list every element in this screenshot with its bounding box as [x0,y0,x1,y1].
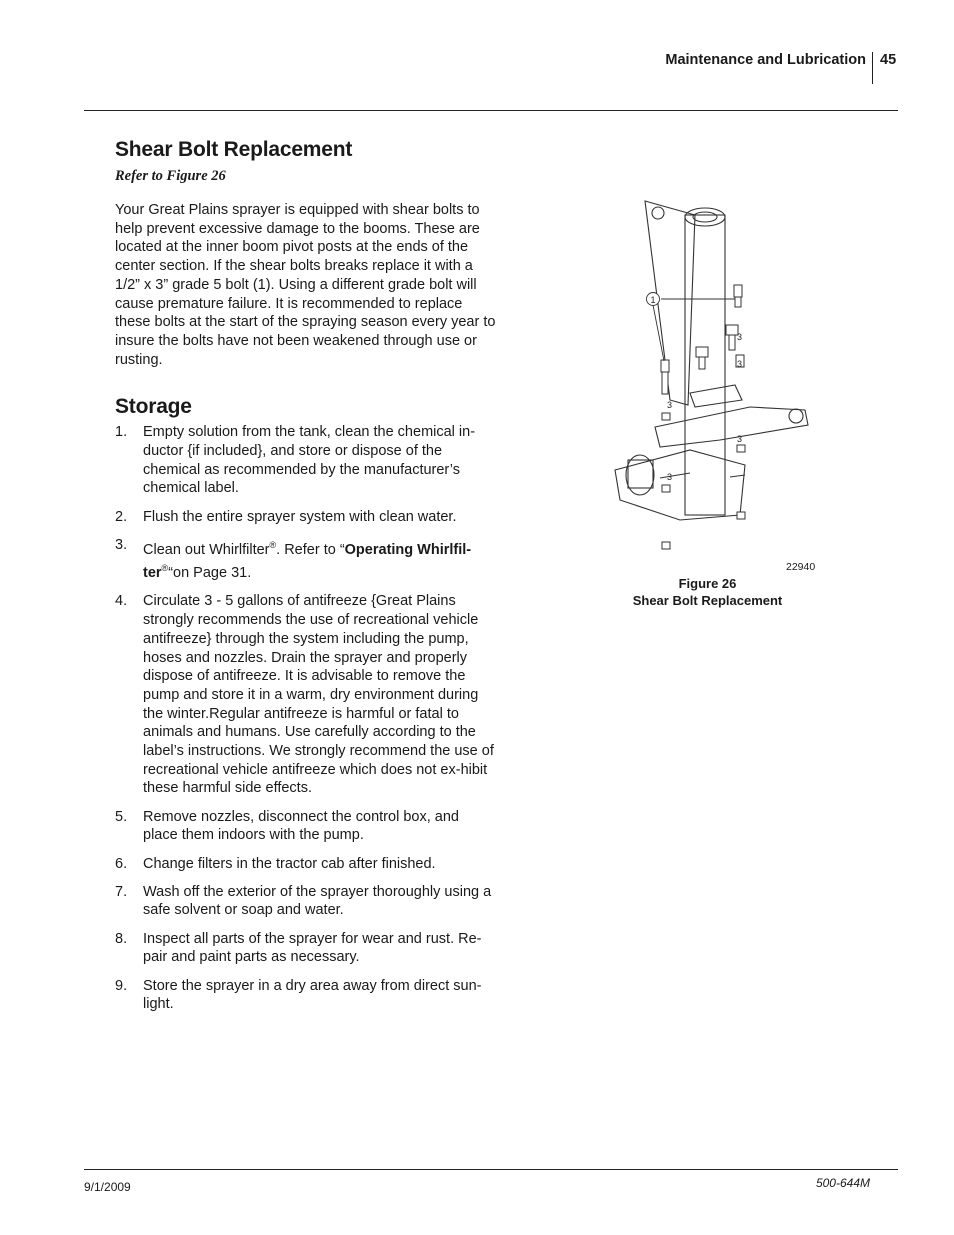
step-number: 1. [115,424,128,441]
footer-doc-number: 500-644M [815,1176,870,1190]
step-number: 8. [115,930,128,947]
main-column [115,138,497,1023]
step-text: Empty solution from the tank, clean the chemical in-ductor {if included}, and store or dispose of the chemical as recommended by the manufacturer’s chemical label. [143,424,476,497]
step-number: 3. [115,536,128,553]
storage-heading: Storage [115,395,192,419]
bolt-label: 3 [667,400,673,410]
nut [662,413,670,420]
step-text: Change filters in the tractor cab after finished. [143,855,436,872]
pivot-arm [690,385,742,407]
step-text: Inspect all parts of the sprayer for wear and rust. Re-pair and paint parts as necessary. [143,930,482,966]
storage-step [115,930,497,967]
nut [737,512,745,519]
shear-bolt-figure [600,195,830,575]
nut [737,445,745,452]
step-number: 4. [115,593,128,610]
step-number: 7. [115,883,128,900]
bolt [696,347,708,357]
nut [662,542,670,549]
nut [662,485,670,492]
step-number: 5. [115,808,128,825]
registered-mark: ® [161,563,169,574]
figure-caption-title: Shear Bolt Replacement [632,593,783,608]
bolt-label: 3 [737,332,743,342]
bolt [661,360,669,372]
figure-reference: Refer to Figure 26 [115,168,226,184]
storage-step [115,808,497,845]
footer-rule [84,1169,898,1170]
step-text-mid: . Refer to “ [276,541,345,558]
header-divider [872,52,873,84]
storage-step [115,977,497,1014]
figure-caption [600,575,815,609]
step-number: 2. [115,508,128,525]
callout-leader [653,305,664,361]
figure-part-number: 22940 [786,561,816,573]
bolt-label: 3 [737,434,743,444]
upper-bracket [655,407,808,447]
storage-steps [115,423,497,1014]
storage-step [115,536,497,583]
storage-step [115,423,497,498]
storage-step [115,508,497,527]
shear-bolt-heading: Shear Bolt Replacement [115,138,353,161]
page-header [0,50,954,90]
storage-step [115,592,497,798]
bolt-label: 3 [667,472,673,482]
step-number: 6. [115,855,128,872]
step-text: Wash off the exterior of the sprayer thoroughly using a safe solvent or soap and water. [143,883,492,919]
storage-step [115,855,497,874]
step-text-post: “on Page 31. [168,565,252,582]
step-text: Flush the entire sprayer system with clean water. [143,508,457,525]
bolt [734,285,742,297]
step-text-pre: Clean out Whirlfilter [143,541,270,558]
step-text: Store the sprayer in a dry area away from direct sun-light. [143,977,482,1013]
bolt-label: 3 [737,359,743,369]
shear-bolt-paragraph: Your Great Plains sprayer is equipped with shear bolts to help prevent excessive damage to the booms. These are located at the inner boom pivot posts at the ends of the center section. If the shear bolts breaks replace it with a 1/2” x 3” grade 5 bolt (1). Using a different grade bolt will cause premature failure. It is recommended to replace these bolts at the start of the spraying season every year to insure the bolts have not been weakened through use or rusting. [115,202,496,368]
step-text-bold: Operating Whirlfil-ter [143,541,472,582]
header-rule [84,110,898,111]
registered-mark: ® [269,539,277,550]
storage-step [115,883,497,920]
step-number: 9. [115,977,128,994]
step-text: Circulate 3 - 5 gallons of antifreeze {Great Plains strongly recommends the use of recreational vehicle antifreeze} through the system including the pump, hoses and nozzles. Drain the sprayer and properly dispose of antifreeze. It is advisable to remove the pump and store it in a warm, dry environment during the winter.Regular antifreeze is harmful or fatal to animals and humans. Use carefully according to the label’s instructions. We strongly recommend the use of recreational vehicle antifreeze which does not ex-hibit these harmful side effects. [143,593,494,797]
footer-date: 9/1/2009 [84,1180,131,1194]
step-text: Remove nozzles, disconnect the control box, and place them indoors with the pump. [143,808,459,844]
page-number: 45 [880,52,897,68]
figure-caption-number: Figure 26 [678,576,737,591]
header-section-title: Maintenance and Lubrication [665,52,866,68]
callout-number: 1 [650,295,656,305]
